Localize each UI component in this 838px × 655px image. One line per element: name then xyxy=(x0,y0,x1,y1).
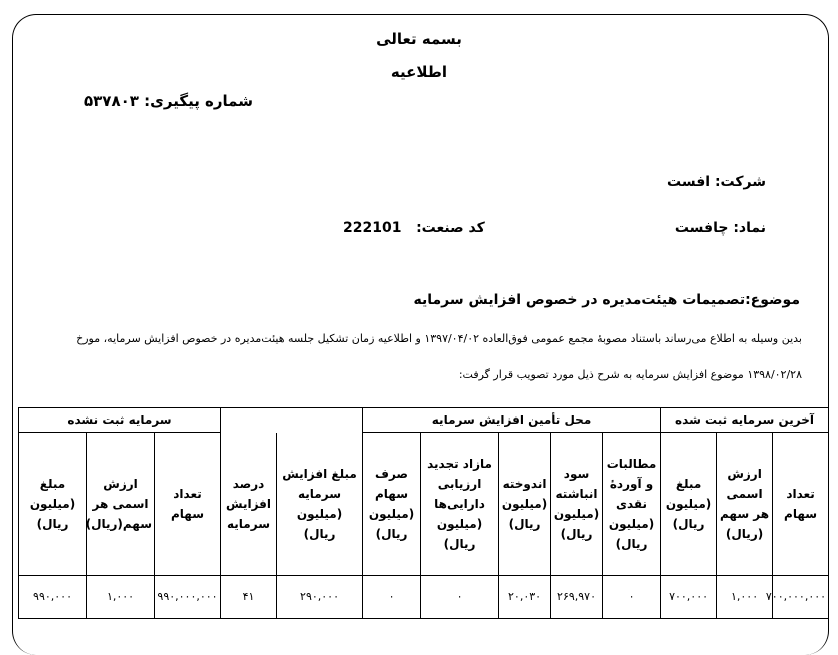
subject-line: موضوع:تصمیمات هیئت‌مدیره در خصوص افزایش سرمایه xyxy=(413,292,800,308)
body-text-line-1: بدین وسیله به اطلاع می‌رساند باستناد مصوبهٔ مجمع عمومی فوق‌العاده ۱۳۹۷/۰۴/۰۲ و اطلاعیه زمان تشکیل جلسه هیئت‌مدیره در خصوص افزایش سرمایه، مورخ xyxy=(76,332,802,345)
value-retained-earnings: ۲۶۹,۹۷۰ xyxy=(551,576,603,619)
value-unregistered-share-count: ۹۹۰,۰۰۰,۰۰۰ xyxy=(155,576,221,619)
header-unregistered-amount: مبلغ (میلیون ریال) xyxy=(19,433,87,576)
table-row xyxy=(19,576,829,619)
header-retained-earnings: سود انباشته (میلیون ریال) xyxy=(551,433,603,576)
page-title: اطلاعیه xyxy=(390,63,448,81)
header-revaluation-surplus: مازاد تجدید ارزیابی دارایی‌ها (میلیون ریال) xyxy=(421,433,499,576)
header-unregistered-par-value: ارزش اسمی هر سهم(ریال) xyxy=(87,433,155,576)
header-unregistered-share-count: تعداد سهام xyxy=(155,433,221,576)
header-par-value: ارزش اسمی هر سهم (ریال) xyxy=(717,433,773,576)
ticker-symbol: نماد: چافست xyxy=(674,220,766,236)
value-unregistered-amount: ۹۹۰,۰۰۰ xyxy=(19,576,87,619)
header-increase-amount: مبلغ افزایش سرمایه (میلیون ریال) xyxy=(277,433,363,576)
header-amount: مبلغ (میلیون ریال) xyxy=(661,433,717,576)
value-reserve: ۲۰,۰۳۰ xyxy=(499,576,551,619)
value-par-value: ۱,۰۰۰ xyxy=(717,576,773,619)
capital-increase-table xyxy=(18,407,829,619)
group-last-registered-capital: آخرین سرمایه ثبت شده xyxy=(661,408,829,433)
header-share-premium: صرف سهام (میلیون ریال) xyxy=(363,433,421,576)
value-increase-amount: ۲۹۰,۰۰۰ xyxy=(277,576,363,619)
value-amount: ۷۰۰,۰۰۰ xyxy=(661,576,717,619)
header-increase-percent: درصد افزایش سرمایه xyxy=(221,433,277,576)
company-name: شرکت: افست xyxy=(667,174,766,190)
industry-code-label: کد صنعت: xyxy=(416,220,485,236)
header-reserve: اندوخته (میلیون ریال) xyxy=(499,433,551,576)
industry-code-value: 222101 xyxy=(343,220,402,236)
value-increase-percent: ۴۱ xyxy=(221,576,277,619)
header-receivables: مطالبات و آوردهٔ نقدی (میلیون ریال) xyxy=(603,433,661,576)
value-receivables: ۰ xyxy=(603,576,661,619)
value-unregistered-par-value: ۱,۰۰۰ xyxy=(87,576,155,619)
tracking-number: شماره پیگیری: ۵۳۷۸۰۳ xyxy=(84,92,253,110)
group-funding-sources: محل تأمین افزایش سرمایه xyxy=(363,408,661,433)
industry-code xyxy=(343,220,485,236)
value-share-premium: ۰ xyxy=(363,576,421,619)
value-revaluation-surplus: ۰ xyxy=(421,576,499,619)
body-text-line-2: ۱۳۹۸/۰۲/۲۸ موضوع افزایش سرمایه به شرح ذیل مورد تصویب قرار گرفت: xyxy=(458,368,802,381)
header-share-count: تعداد سهام xyxy=(773,433,829,576)
value-share-count: ۷۰۰,۰۰۰,۰۰۰ xyxy=(773,576,829,619)
basmala: بسمه تعالی xyxy=(376,30,462,48)
group-unregistered-capital: سرمایه ثبت نشده xyxy=(19,408,221,433)
